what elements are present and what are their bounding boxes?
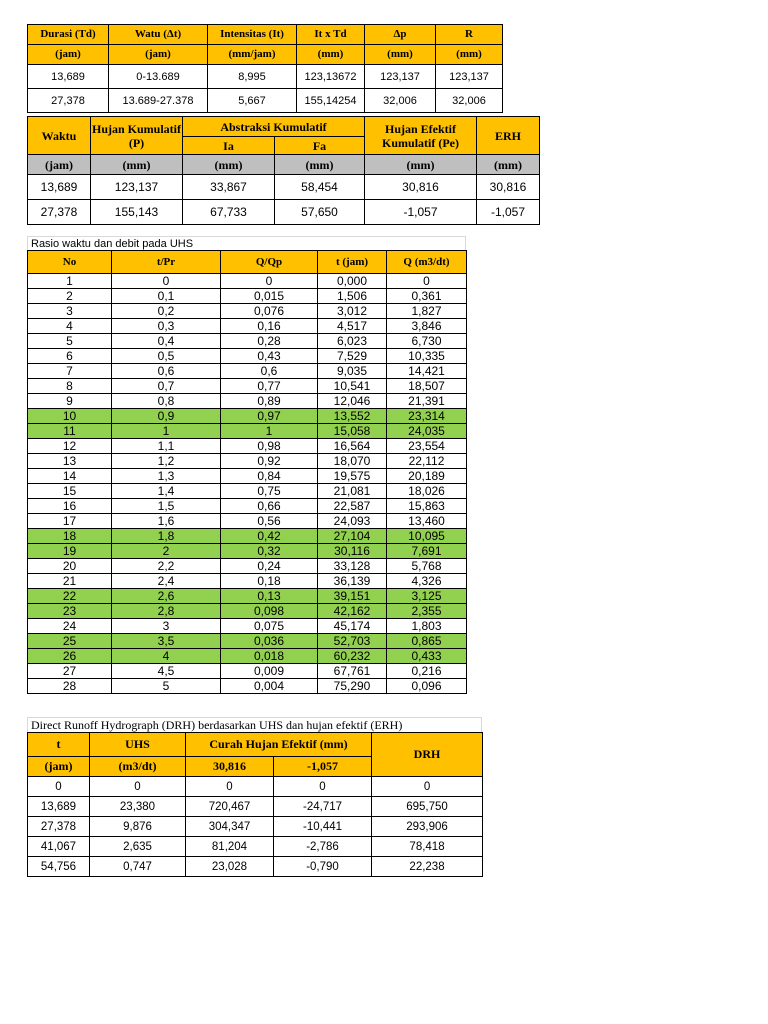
table-cell: 123,137 xyxy=(365,65,436,89)
table-cell: 2,4 xyxy=(112,574,221,589)
table-cell: 14,421 xyxy=(387,364,467,379)
erh-value-1: 30,816 xyxy=(186,757,274,777)
table-cell: 0,036 xyxy=(221,634,318,649)
table-cell: -0,790 xyxy=(274,857,372,877)
table-cell: 0,16 xyxy=(221,319,318,334)
table-cell: 18 xyxy=(28,529,112,544)
unit-t: (jam) xyxy=(28,757,90,777)
table-cell: 6,730 xyxy=(387,334,467,349)
table-row xyxy=(28,274,467,289)
table-cell: 0,97 xyxy=(221,409,318,424)
column-header: Durasi (Td) xyxy=(28,25,109,45)
column-header: Q/Qp xyxy=(221,251,318,274)
table-cell: 0,004 xyxy=(221,679,318,694)
table-cell: 8,995 xyxy=(208,65,297,89)
table-cell: 1 xyxy=(112,424,221,439)
table-cell: 22 xyxy=(28,589,112,604)
unit-header: (mm) xyxy=(275,155,365,175)
table-cell: 21,391 xyxy=(387,394,467,409)
table-cell: 5,667 xyxy=(208,89,297,113)
highlighted-table-row xyxy=(28,604,467,619)
table-cell: 0,18 xyxy=(221,574,318,589)
table-cell: 7 xyxy=(28,364,112,379)
table-cell: 67,733 xyxy=(183,200,275,225)
table-cell: 27,378 xyxy=(28,817,90,837)
table-cell: 1,506 xyxy=(318,289,387,304)
table-cell: 36,139 xyxy=(318,574,387,589)
table-row xyxy=(28,319,467,334)
table-cell: 3,125 xyxy=(387,589,467,604)
table-row xyxy=(28,469,467,484)
table-row xyxy=(28,379,467,394)
table-cell: 23,554 xyxy=(387,439,467,454)
table-cell: 720,467 xyxy=(186,797,274,817)
table-cell: -10,441 xyxy=(274,817,372,837)
table-row xyxy=(28,664,467,679)
table-cell: 9 xyxy=(28,394,112,409)
table-cell: 1,803 xyxy=(387,619,467,634)
table-cell: 78,418 xyxy=(372,837,483,857)
table-row xyxy=(28,857,483,877)
table-row xyxy=(28,514,467,529)
table-cell: 0,9 xyxy=(112,409,221,424)
header-row xyxy=(28,45,503,65)
table-cell: 0 xyxy=(221,274,318,289)
table-cell: 18,507 xyxy=(387,379,467,394)
table-cell: 1,4 xyxy=(112,484,221,499)
table-cell: 2 xyxy=(28,289,112,304)
table-cell: 15,058 xyxy=(318,424,387,439)
table-cell: 4,326 xyxy=(387,574,467,589)
table-row xyxy=(28,364,467,379)
rainfall-intensity-table xyxy=(27,24,503,113)
erh-value-2: -1,057 xyxy=(274,757,372,777)
table-cell: 1,827 xyxy=(387,304,467,319)
table-cell: 10,541 xyxy=(318,379,387,394)
table-row xyxy=(28,817,483,837)
table-cell: 1,2 xyxy=(112,454,221,469)
table-cell: 0,84 xyxy=(221,469,318,484)
header-erh: ERH xyxy=(477,117,540,155)
table-cell: 22,238 xyxy=(372,857,483,877)
table-cell: 0,865 xyxy=(387,634,467,649)
table-cell: 32,006 xyxy=(436,89,503,113)
unit-header: (mm) xyxy=(365,155,477,175)
table-cell: 5 xyxy=(112,679,221,694)
table-cell: 13,689 xyxy=(28,797,90,817)
column-header: Q (m3/dt) xyxy=(387,251,467,274)
table-cell: 2,355 xyxy=(387,604,467,619)
table-cell: 0,77 xyxy=(221,379,318,394)
table-cell: 0 xyxy=(274,777,372,797)
table-cell: 1,8 xyxy=(112,529,221,544)
column-header: t/Pr xyxy=(112,251,221,274)
uhs-table-caption: Rasio waktu dan debit pada UHS xyxy=(27,236,466,251)
table-cell: 123,137 xyxy=(436,65,503,89)
table-cell: 2,8 xyxy=(112,604,221,619)
table-cell: 24,093 xyxy=(318,514,387,529)
table-cell: 21,081 xyxy=(318,484,387,499)
table-row xyxy=(28,837,483,857)
header-row xyxy=(28,251,467,274)
table-cell: 4,517 xyxy=(318,319,387,334)
unit-header: (jam) xyxy=(28,155,91,175)
table-cell: 27,104 xyxy=(318,529,387,544)
table-row xyxy=(28,175,540,200)
table-cell: 0,89 xyxy=(221,394,318,409)
table-cell: 0,009 xyxy=(221,664,318,679)
table-cell: 123,137 xyxy=(91,175,183,200)
table-cell: 81,204 xyxy=(186,837,274,857)
table-cell: 1 xyxy=(221,424,318,439)
table-cell: 17 xyxy=(28,514,112,529)
table-cell: 8 xyxy=(28,379,112,394)
table-cell: 52,703 xyxy=(318,634,387,649)
table-cell: 7,529 xyxy=(318,349,387,364)
column-header: R xyxy=(436,25,503,45)
table-cell: 3 xyxy=(28,304,112,319)
table-cell: 10,095 xyxy=(387,529,467,544)
table-cell: 3,5 xyxy=(112,634,221,649)
table-cell: 0 xyxy=(387,274,467,289)
table-cell: 19 xyxy=(28,544,112,559)
highlighted-table-row xyxy=(28,529,467,544)
table-cell: 0,13 xyxy=(221,589,318,604)
drh-table xyxy=(27,732,483,877)
table-cell: 13,460 xyxy=(387,514,467,529)
table-cell: 54,756 xyxy=(28,857,90,877)
table-cell: 0,28 xyxy=(221,334,318,349)
highlighted-table-row xyxy=(28,649,467,664)
table-cell: 57,650 xyxy=(275,200,365,225)
table-row xyxy=(28,499,467,514)
table-cell: 2 xyxy=(112,544,221,559)
table-cell: 2,6 xyxy=(112,589,221,604)
table-cell: 39,151 xyxy=(318,589,387,604)
table-cell: 0,7 xyxy=(112,379,221,394)
table-cell: 6,023 xyxy=(318,334,387,349)
table-cell: 4,5 xyxy=(112,664,221,679)
column-header: (mm) xyxy=(436,45,503,65)
table-cell: 0 xyxy=(90,777,186,797)
table-cell: 0,433 xyxy=(387,649,467,664)
table-cell: 0,015 xyxy=(221,289,318,304)
unit-header: (mm) xyxy=(183,155,275,175)
table-cell: 0 xyxy=(372,777,483,797)
table-cell: 0,98 xyxy=(221,439,318,454)
table-row xyxy=(28,334,467,349)
table-cell: 0,4 xyxy=(112,334,221,349)
table-cell: 23 xyxy=(28,604,112,619)
table-cell: 30,816 xyxy=(477,175,540,200)
table-cell: 2,635 xyxy=(90,837,186,857)
table-cell: 12,046 xyxy=(318,394,387,409)
table-cell: 20,189 xyxy=(387,469,467,484)
header-row xyxy=(28,25,503,45)
table-cell: 0,2 xyxy=(112,304,221,319)
table-cell: 27 xyxy=(28,664,112,679)
table-cell: 0-13.689 xyxy=(109,65,208,89)
table-cell: 3 xyxy=(112,619,221,634)
table-cell: 6 xyxy=(28,349,112,364)
header-fa: Fa xyxy=(275,137,365,155)
table-cell: 0,216 xyxy=(387,664,467,679)
table-cell: 13,689 xyxy=(28,65,109,89)
table-cell: 0,56 xyxy=(221,514,318,529)
highlighted-table-row xyxy=(28,544,467,559)
table-cell: 7,691 xyxy=(387,544,467,559)
table-cell: 10,335 xyxy=(387,349,467,364)
column-header: (mm/jam) xyxy=(208,45,297,65)
table-cell: -1,057 xyxy=(365,200,477,225)
column-header: (mm) xyxy=(297,45,365,65)
table-cell: 16,564 xyxy=(318,439,387,454)
table-cell: 0 xyxy=(112,274,221,289)
uhs-ratio-table xyxy=(27,250,467,694)
column-header: (mm) xyxy=(365,45,436,65)
table-cell: 0,75 xyxy=(221,484,318,499)
table-row xyxy=(28,65,503,89)
table-cell: 9,035 xyxy=(318,364,387,379)
table-cell: 18,070 xyxy=(318,454,387,469)
drh-table-caption: Direct Runoff Hydrograph (DRH) berdasarkan UHS dan hujan efektif (ERH) xyxy=(27,717,482,732)
table-cell: 0,6 xyxy=(221,364,318,379)
header-t: t xyxy=(28,733,90,757)
table-cell: 60,232 xyxy=(318,649,387,664)
table-cell: 58,454 xyxy=(275,175,365,200)
table-cell: 3,846 xyxy=(387,319,467,334)
table-cell: 13.689-27.378 xyxy=(109,89,208,113)
unit-uhs: (m3/dt) xyxy=(90,757,186,777)
highlighted-table-row xyxy=(28,409,467,424)
table-cell: 1,5 xyxy=(112,499,221,514)
table-cell: 10 xyxy=(28,409,112,424)
table-cell: -2,786 xyxy=(274,837,372,857)
table-cell: 0,076 xyxy=(221,304,318,319)
table-cell: 5 xyxy=(28,334,112,349)
table-cell: 0,361 xyxy=(387,289,467,304)
table-cell: 1,6 xyxy=(112,514,221,529)
table-cell: 0,075 xyxy=(221,619,318,634)
table-cell: 22,112 xyxy=(387,454,467,469)
table-row xyxy=(28,394,467,409)
table-cell: 0,92 xyxy=(221,454,318,469)
table-row xyxy=(28,89,503,113)
column-header: It x Td xyxy=(297,25,365,45)
table-cell: 23,314 xyxy=(387,409,467,424)
table-cell: 13 xyxy=(28,454,112,469)
table-row xyxy=(28,679,467,694)
table-cell: 41,067 xyxy=(28,837,90,857)
table-cell: 30,816 xyxy=(365,175,477,200)
header-drh: DRH xyxy=(372,733,483,777)
table-cell: 16 xyxy=(28,499,112,514)
table-cell: 18,026 xyxy=(387,484,467,499)
highlighted-table-row xyxy=(28,589,467,604)
table-cell: -24,717 xyxy=(274,797,372,817)
table-cell: 1,3 xyxy=(112,469,221,484)
table-cell: 26 xyxy=(28,649,112,664)
header-curah-hujan-efektif: Curah Hujan Efektif (mm) xyxy=(186,733,372,757)
table-cell: 0,24 xyxy=(221,559,318,574)
table-cell: 155,14254 xyxy=(297,89,365,113)
header-ia: Ia xyxy=(183,137,275,155)
highlighted-table-row xyxy=(28,634,467,649)
table-row xyxy=(28,349,467,364)
table-cell: 75,290 xyxy=(318,679,387,694)
table-cell: 24 xyxy=(28,619,112,634)
highlighted-table-row xyxy=(28,424,467,439)
table-cell: 0,5 xyxy=(112,349,221,364)
table-cell: 33,867 xyxy=(183,175,275,200)
table-row xyxy=(28,619,467,634)
table-cell: 11 xyxy=(28,424,112,439)
table-cell: 0,3 xyxy=(112,319,221,334)
table-cell: 21 xyxy=(28,574,112,589)
table-cell: 32,006 xyxy=(365,89,436,113)
table-cell: 9,876 xyxy=(90,817,186,837)
table-cell: 1 xyxy=(28,274,112,289)
table-cell: 695,750 xyxy=(372,797,483,817)
table-cell: 0,42 xyxy=(221,529,318,544)
table-cell: 0,000 xyxy=(318,274,387,289)
table-cell: 0,1 xyxy=(112,289,221,304)
table-cell: 14 xyxy=(28,469,112,484)
table-cell: 0,747 xyxy=(90,857,186,877)
table-cell: 3,012 xyxy=(318,304,387,319)
table-cell: 33,128 xyxy=(318,559,387,574)
table-cell: 20 xyxy=(28,559,112,574)
table-cell: 67,761 xyxy=(318,664,387,679)
table-cell: 0 xyxy=(28,777,90,797)
header-abstraksi-kumulatif: Abstraksi Kumulatif xyxy=(183,117,365,137)
column-header: t (jam) xyxy=(318,251,387,274)
table-row xyxy=(28,289,467,304)
unit-header: (mm) xyxy=(477,155,540,175)
table-cell: 5,768 xyxy=(387,559,467,574)
table-cell: 123,13672 xyxy=(297,65,365,89)
table-row xyxy=(28,484,467,499)
table-cell: 23,028 xyxy=(186,857,274,877)
effective-rainfall-table xyxy=(27,116,540,225)
table-cell: 45,174 xyxy=(318,619,387,634)
table-cell: 0,6 xyxy=(112,364,221,379)
table-cell: 293,906 xyxy=(372,817,483,837)
table-cell: 0,66 xyxy=(221,499,318,514)
header-hujan-kumulatif: Hujan Kumulatif (P) xyxy=(91,117,183,155)
table-row xyxy=(28,454,467,469)
table-cell: 0,096 xyxy=(387,679,467,694)
table-row xyxy=(28,559,467,574)
table-cell: 15,863 xyxy=(387,499,467,514)
table-cell: 27,378 xyxy=(28,200,91,225)
table-cell: 4 xyxy=(28,319,112,334)
table-row xyxy=(28,439,467,454)
table-cell: 15 xyxy=(28,484,112,499)
table-cell: 12 xyxy=(28,439,112,454)
table-cell: 2,2 xyxy=(112,559,221,574)
table-cell: -1,057 xyxy=(477,200,540,225)
table-cell: 24,035 xyxy=(387,424,467,439)
table-cell: 30,116 xyxy=(318,544,387,559)
table-cell: 28 xyxy=(28,679,112,694)
units-row xyxy=(28,155,540,175)
table-cell: 0 xyxy=(186,777,274,797)
header-waktu: Waktu xyxy=(28,117,91,155)
table-cell: 42,162 xyxy=(318,604,387,619)
column-header: Watu (Δt) xyxy=(109,25,208,45)
column-header: (jam) xyxy=(109,45,208,65)
table-cell: 304,347 xyxy=(186,817,274,837)
table-cell: 25 xyxy=(28,634,112,649)
table-cell: 13,689 xyxy=(28,175,91,200)
table-cell: 22,587 xyxy=(318,499,387,514)
column-header: Intensitas (It) xyxy=(208,25,297,45)
table-row xyxy=(28,200,540,225)
unit-header: (mm) xyxy=(91,155,183,175)
table-cell: 155,143 xyxy=(91,200,183,225)
table-cell: 1,1 xyxy=(112,439,221,454)
table-row xyxy=(28,797,483,817)
table-cell: 13,552 xyxy=(318,409,387,424)
table-cell: 4 xyxy=(112,649,221,664)
column-header: No xyxy=(28,251,112,274)
table-cell: 23,380 xyxy=(90,797,186,817)
table-cell: 19,575 xyxy=(318,469,387,484)
column-header: (jam) xyxy=(28,45,109,65)
table-cell: 0,43 xyxy=(221,349,318,364)
table-cell: 27,378 xyxy=(28,89,109,113)
column-header: Δp xyxy=(365,25,436,45)
table-row xyxy=(28,304,467,319)
table-row xyxy=(28,777,483,797)
header-hujan-efektif: Hujan Efektif Kumulatif (Pe) xyxy=(365,117,477,155)
table-cell: 0,32 xyxy=(221,544,318,559)
header-uhs: UHS xyxy=(90,733,186,757)
table-cell: 0,098 xyxy=(221,604,318,619)
table-cell: 0,8 xyxy=(112,394,221,409)
table-row xyxy=(28,574,467,589)
table-cell: 0,018 xyxy=(221,649,318,664)
